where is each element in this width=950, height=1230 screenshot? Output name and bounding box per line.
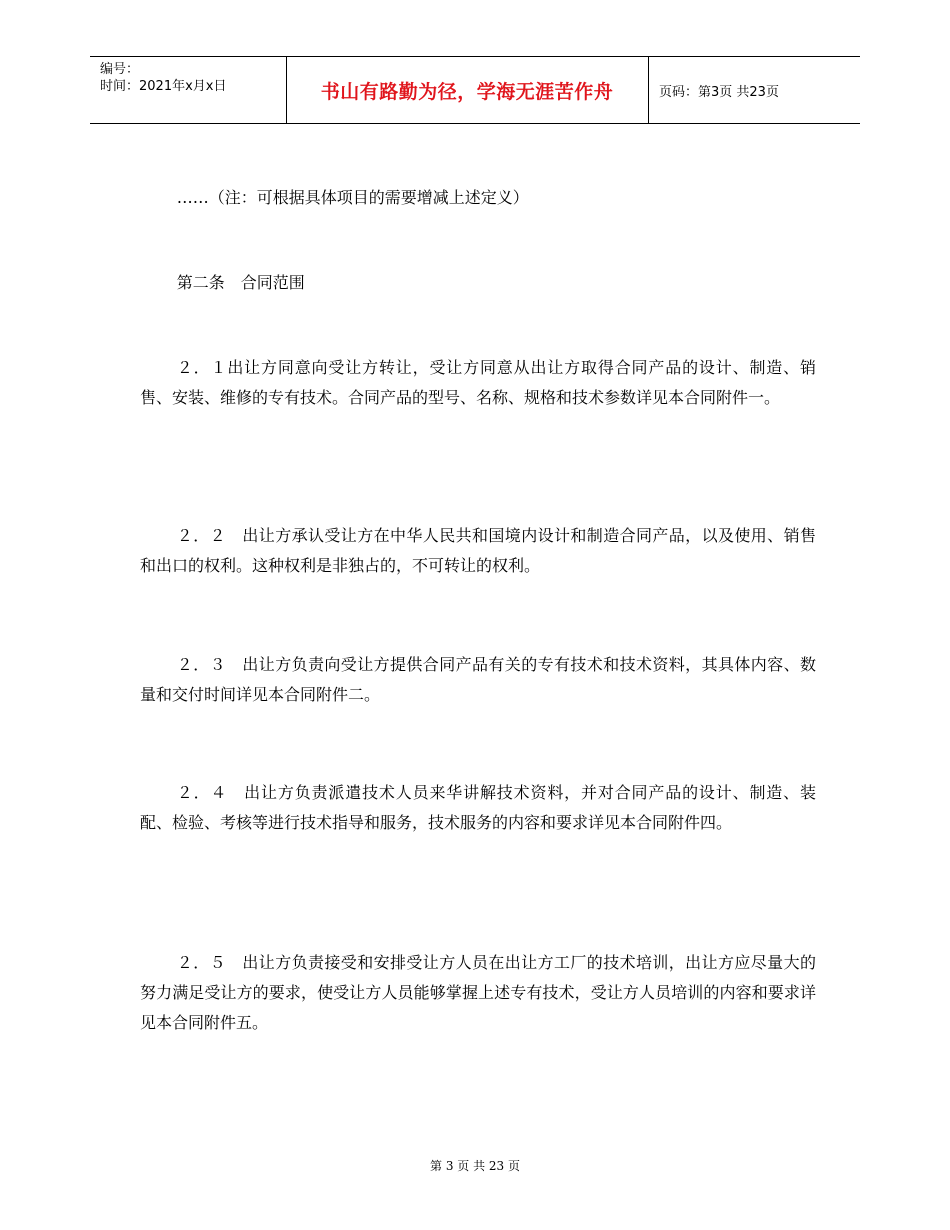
clause-2-3: ２．３ 出让方负责向受让方提供合同产品有关的专有技术和技术资料，其具体内容、数量和交付时间详见本合同附件二。 <box>140 655 816 704</box>
page-footer: 第 3 页 共 23 页 <box>430 1159 520 1173</box>
header-divider-right <box>648 57 649 123</box>
header-left-info <box>100 61 226 95</box>
clause-2-1: ２．１出让方同意向受让方转让，受让方同意从出让方取得合同产品的设计、制造、销售、安装、维修的专有技术。合同产品的型号、名称、规格和技术参数详见本合同附件一。 <box>140 358 816 407</box>
clause-2-5: ２．５ 出让方负责接受和安排受让方人员在出让方工厂的技术培训，出让方应尽量大的努力满足受让方的要求，使受让方人员能够掌握上述专有技术，受让方人员培训的内容和要求详见本合同附件五。 <box>140 953 816 1032</box>
clause-2-4: ２．４ 出让方负责派遣技术人员来华讲解技术资料，并对合同产品的设计、制造、装配、检验、考核等进行技术指导和服务，技术服务的内容和要求详见本合同附件四。 <box>140 783 816 832</box>
note-paragraph: ……（注：可根据具体项目的需要增减上述定义） <box>176 188 529 207</box>
document-time-label: 时间：2021年x月x日 <box>100 79 227 94</box>
header-page-info: 页码：第3页 共23页 <box>659 84 779 100</box>
article-title: 第二条 合同范围 <box>176 273 305 292</box>
clause-2-2: ２．２ 出让方承认受让方在中华人民共和国境内设计和制造合同产品，以及使用、销售和出口的权利。这种权利是非独占的，不可转让的权利。 <box>140 526 816 575</box>
document-number-label: 编号： <box>100 62 140 77</box>
document-header <box>90 56 860 124</box>
header-motto: 书山有路勤为径，学海无涯苦作舟 <box>320 80 614 103</box>
